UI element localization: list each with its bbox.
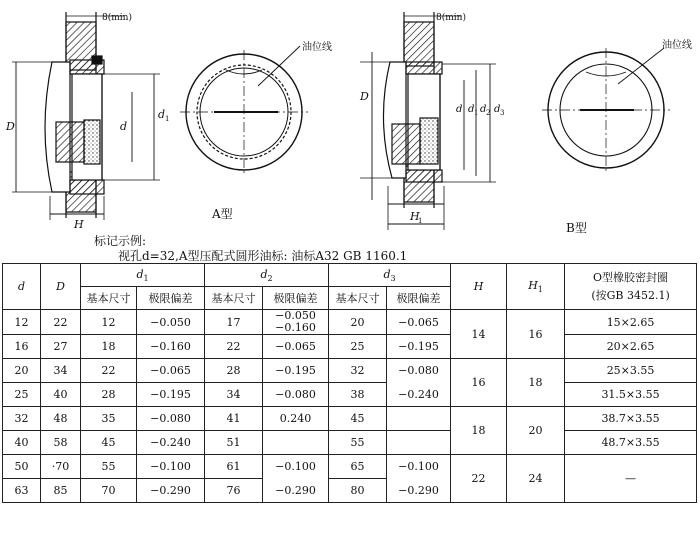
cell-d2-tol: −0.050 −0.160 — [263, 310, 329, 335]
dim-D-label: D — [6, 120, 15, 133]
cell-d1-tol: −0.080 — [137, 407, 205, 431]
cell-D: 27 — [41, 335, 81, 359]
type-a-section-view — [12, 12, 160, 220]
cell-d2: 22 — [205, 335, 263, 359]
header-row-1 — [3, 264, 697, 287]
table-row — [3, 407, 697, 431]
cell-H1: 20 — [507, 407, 565, 455]
header-d: d — [3, 264, 41, 310]
header-d3: $d_3$ — [329, 264, 451, 287]
cell-d3: 32 — [329, 359, 387, 383]
min-label-a: 8(min) — [102, 13, 132, 23]
cell-d2-tol: −0.195 — [263, 359, 329, 383]
cell-d3-tol: −0.100 −0.290 — [387, 455, 451, 503]
cell-D: 22 — [41, 310, 81, 335]
dim-H-label: H — [74, 218, 84, 231]
header-basic: 基本尺寸 — [329, 287, 387, 310]
table-row — [3, 431, 697, 455]
cell-d3-tol: −0.080 −0.240 — [387, 359, 451, 407]
cell-d1-tol: −0.100 — [137, 455, 205, 479]
dim-b-d1-sub: 1 — [474, 109, 479, 117]
header-D: D — [41, 264, 81, 310]
cell-d2-tol — [263, 431, 329, 455]
cell-d2-tol: 0.240 — [263, 407, 329, 431]
table-row — [3, 310, 697, 335]
type-b-front-view — [542, 48, 670, 172]
header-H1: $H_1$ — [507, 264, 565, 310]
table-row — [3, 383, 697, 407]
min-label-b: 8(min) — [436, 13, 466, 23]
cell-D: 58 — [41, 431, 81, 455]
cell-d3-tol: −0.195 — [387, 335, 451, 359]
table-row — [3, 455, 697, 479]
cell-d2-tol: −0.100 −0.290 — [263, 455, 329, 503]
cell-d1-tol: −0.050 — [137, 310, 205, 335]
cell-H: 14 — [451, 310, 507, 359]
type-a-front-view — [180, 46, 308, 174]
cell-H: 18 — [451, 407, 507, 455]
cell-d2-tol: −0.080 — [263, 383, 329, 407]
cell-d1: 22 — [81, 359, 137, 383]
cell-d3: 25 — [329, 335, 387, 359]
header-tol: 极限偏差 — [387, 287, 451, 310]
cell-d3-tol: −0.065 — [387, 310, 451, 335]
cell-d1: 12 — [81, 310, 137, 335]
cell-d: 16 — [3, 335, 41, 359]
cell-d3: 45 — [329, 407, 387, 431]
cell-d3: 38 — [329, 383, 387, 407]
cell-d1-tol: −0.290 — [137, 479, 205, 503]
cell-oring: — — [565, 455, 697, 503]
header-H: H — [451, 264, 507, 310]
header-tol: 极限偏差 — [263, 287, 329, 310]
type-b-label: B型 — [566, 221, 587, 235]
cell-d3: 65 — [329, 455, 387, 479]
header-d2: $d_2$ — [205, 264, 329, 287]
dim-H1-label: H — [410, 210, 420, 223]
cell-H1: 18 — [507, 359, 565, 407]
cell-d: 20 — [3, 359, 41, 383]
cell-oring: 31.5×3.55 — [565, 383, 697, 407]
cell-d1-tol: −0.160 — [137, 335, 205, 359]
cell-d: 63 — [3, 479, 41, 503]
cell-d1: 55 — [81, 455, 137, 479]
cell-d1-tol: −0.065 — [137, 359, 205, 383]
cell-d: 12 — [3, 310, 41, 335]
cell-d3-tol — [387, 407, 451, 431]
header-d1: $d_1$ — [81, 264, 205, 287]
cell-D: ·70 — [41, 455, 81, 479]
cell-d1: 45 — [81, 431, 137, 455]
dim-b-D-label: D — [360, 90, 369, 103]
cell-d1: 28 — [81, 383, 137, 407]
cell-oring: 25×3.55 — [565, 359, 697, 383]
header-basic: 基本尺寸 — [81, 287, 137, 310]
cell-d2-tol: −0.065 — [263, 335, 329, 359]
dim-d-label: d — [120, 120, 128, 133]
cell-d2: 17 — [205, 310, 263, 335]
cell-d2: 28 — [205, 359, 263, 383]
cell-d1: 18 — [81, 335, 137, 359]
cell-oring: 20×2.65 — [565, 335, 697, 359]
cell-oring: 48.7×3.55 — [565, 431, 697, 455]
cell-oring: 15×2.65 — [565, 310, 697, 335]
cell-H1: 16 — [507, 310, 565, 359]
table-row — [3, 359, 697, 383]
cell-d3: 55 — [329, 431, 387, 455]
type-a-label: A型 — [212, 207, 233, 221]
cell-D: 48 — [41, 407, 81, 431]
spec-table — [2, 263, 697, 503]
cell-d1: 70 — [81, 479, 137, 503]
dim-b-d-label: d — [456, 104, 463, 115]
cell-oring: 38.7×3.55 — [565, 407, 697, 431]
cell-d: 40 — [3, 431, 41, 455]
cell-D: 40 — [41, 383, 81, 407]
cell-d2: 51 — [205, 431, 263, 455]
oil-line-label-a: 油位线 — [302, 42, 332, 53]
cell-d3: 80 — [329, 479, 387, 503]
cell-d: 32 — [3, 407, 41, 431]
table-row — [3, 335, 697, 359]
cell-d2: 41 — [205, 407, 263, 431]
dim-d3-sub: 3 — [500, 109, 505, 117]
header-oring: O型橡胶密封圈 (按GB 3452.1) — [565, 264, 697, 310]
dim-b-d1-label: d — [468, 104, 475, 115]
dim-d1-sub: 1 — [165, 115, 170, 123]
header-tol: 极限偏差 — [137, 287, 205, 310]
dim-d3-label: d — [494, 104, 501, 115]
cell-d: 50 — [3, 455, 41, 479]
cell-d1-tol: −0.240 — [137, 431, 205, 455]
cell-D: 85 — [41, 479, 81, 503]
technical-drawing — [0, 0, 700, 262]
cell-d2: 34 — [205, 383, 263, 407]
cell-d3: 20 — [329, 310, 387, 335]
header-basic: 基本尺寸 — [205, 287, 263, 310]
example-text: 视孔d=32,A型压配式圆形油标: 油标A32 GB 1160.1 — [118, 249, 408, 263]
example-title: 标记示例: — [94, 234, 147, 248]
cell-H: 22 — [451, 455, 507, 503]
dim-d1-label: d — [158, 108, 166, 121]
cell-d1: 35 — [81, 407, 137, 431]
cell-D: 34 — [41, 359, 81, 383]
cell-H: 16 — [451, 359, 507, 407]
oil-line-label-b: 油位线 — [662, 40, 692, 51]
cell-d1-tol: −0.195 — [137, 383, 205, 407]
cell-d2: 76 — [205, 479, 263, 503]
cell-d: 25 — [3, 383, 41, 407]
dim-H1-sub: 1 — [418, 217, 423, 225]
type-b-section-view — [360, 12, 496, 230]
cell-d2: 61 — [205, 455, 263, 479]
dim-d2-sub: 2 — [486, 109, 491, 117]
dim-d2-label: d — [480, 104, 487, 115]
cell-d3-tol — [387, 431, 451, 455]
cell-H1: 24 — [507, 455, 565, 503]
